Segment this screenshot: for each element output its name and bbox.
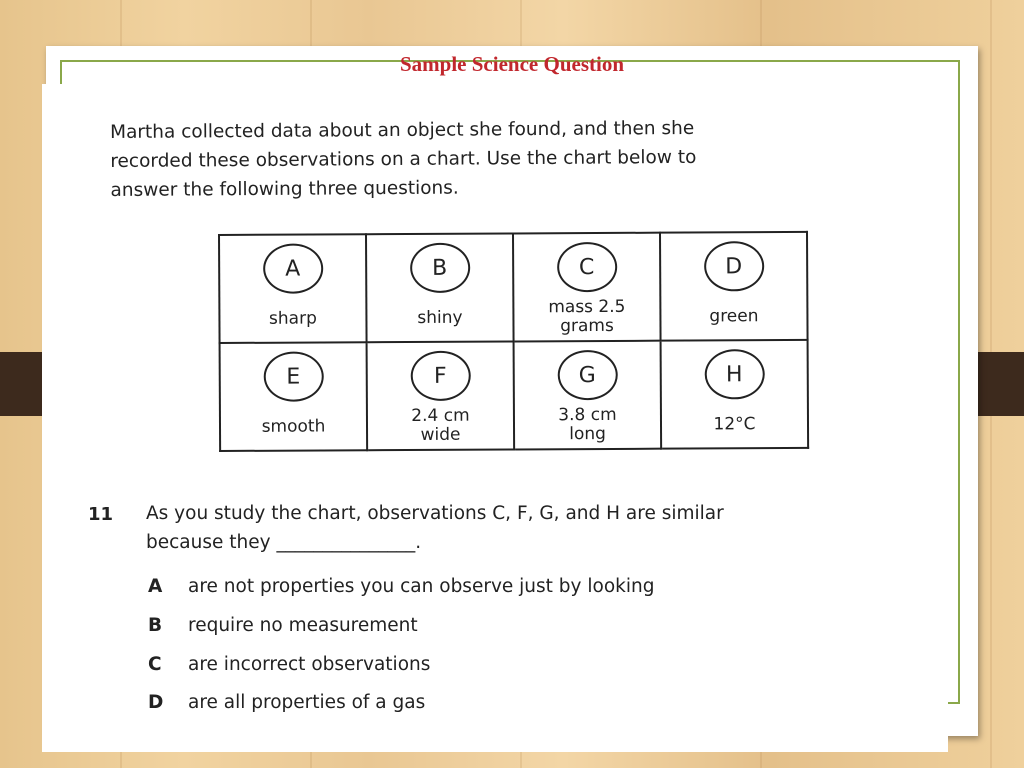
observation-cell [513, 233, 661, 342]
option-letter: A [148, 576, 163, 597]
observation-cell [366, 233, 514, 342]
option-text: require no measurement [188, 615, 418, 636]
observation-cell [219, 234, 367, 343]
observation-text: green [709, 306, 759, 327]
slide [46, 46, 978, 736]
observation-text-line: grams [560, 315, 614, 337]
observation-text: sharp [268, 308, 317, 329]
passage-line: recorded these observations on a chart. Use the chart below to [110, 146, 697, 172]
observation-text [514, 298, 659, 337]
observation-text [368, 406, 513, 445]
observation-text: shiny [417, 307, 463, 328]
question-line: As you study the chart, observations C, F, G, and H are similar [146, 503, 724, 524]
observation-letter: A [263, 243, 323, 293]
option-letter: D [148, 692, 164, 713]
observation-text-line: mass 2.5 [548, 296, 626, 318]
observation-text-line: 2.4 cm [411, 405, 470, 426]
observation-letter: F [410, 351, 470, 401]
observation-text-line: wide [420, 424, 461, 445]
observation-cell [220, 342, 368, 451]
observation-text: 12°C [713, 414, 756, 435]
observation-text-line: 3.8 cm [558, 404, 617, 426]
observation-text [515, 406, 660, 445]
passage [110, 112, 911, 205]
observation-cell [660, 232, 808, 341]
observation-cell [514, 341, 662, 450]
answer-option-c[interactable] [148, 654, 430, 675]
option-text: are all properties of a gas [188, 692, 426, 713]
option-text: are not properties you can observe just by looking [188, 576, 655, 597]
observation-cell [661, 340, 809, 449]
observation-cell [367, 341, 515, 450]
observation-letter: B [410, 243, 470, 293]
observation-letter: C [557, 242, 617, 292]
answer-option-b[interactable] [148, 615, 418, 636]
option-text: are incorrect observations [188, 654, 431, 675]
answer-option-a[interactable] [148, 576, 654, 597]
option-letter: B [148, 615, 163, 636]
question-number: 11 [88, 504, 114, 525]
observation-text: smooth [261, 416, 326, 437]
chart-row [220, 340, 809, 451]
option-letter: C [148, 654, 162, 675]
slide-title: Sample Science Question [400, 52, 624, 76]
chart-row [219, 232, 808, 343]
observation-letter: H [704, 349, 764, 399]
question-stem [146, 499, 936, 557]
observation-letter: G [557, 350, 617, 400]
answer-option-d[interactable] [148, 692, 425, 713]
observation-letter: D [704, 241, 764, 291]
observation-text-line: long [569, 423, 606, 445]
passage-line: Martha collected data about an object she found, and then she [110, 117, 695, 143]
observation-chart [218, 231, 809, 452]
question-line: because they _______________. [146, 532, 422, 553]
question-scan [42, 84, 948, 752]
passage-line: answer the following three questions. [110, 177, 459, 201]
observation-letter: E [263, 351, 323, 401]
